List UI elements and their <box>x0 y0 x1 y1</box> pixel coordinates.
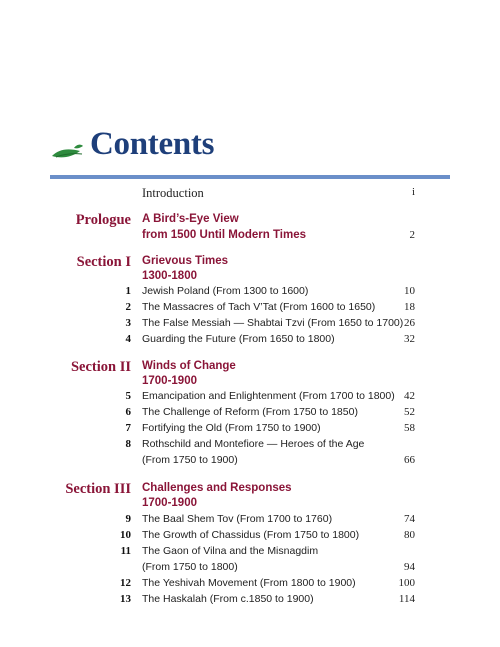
entry-page: 58 <box>404 422 415 434</box>
entry-title: The False Messiah — Shabtai Tzvi (From 1650 to 1700) <box>142 317 404 329</box>
entry-page: 32 <box>404 333 415 345</box>
toc-intro-row[interactable] <box>0 186 500 202</box>
section-1-title: Grievous Times <box>142 255 229 267</box>
toc-entry[interactable] <box>0 577 500 593</box>
toc-entry[interactable] <box>0 513 500 529</box>
entry-number: 10 <box>120 529 131 541</box>
toc-entry[interactable] <box>0 301 500 317</box>
entry-title-continued: (From 1750 to 1900) <box>142 454 238 466</box>
toc-entry-continued[interactable] <box>0 454 500 470</box>
page-title: Contents <box>90 126 215 162</box>
section-1-years-row <box>0 270 500 286</box>
section-2-years-row <box>0 375 500 391</box>
prologue-title-line2: from 1500 Until Modern Times <box>142 229 307 241</box>
entry-number: 7 <box>125 422 131 434</box>
entry-title: The Gaon of Vilna and the Misnagdim <box>142 545 319 557</box>
entry-title: The Yeshivah Movement (From 1800 to 1900) <box>142 577 356 589</box>
entry-page: 74 <box>404 513 415 525</box>
toc-entry[interactable] <box>0 406 500 422</box>
toc-entry[interactable] <box>0 333 500 349</box>
section-1-years: 1300-1800 <box>142 270 197 282</box>
entry-title: The Challenge of Reform (From 1750 to 1850) <box>142 406 358 418</box>
entry-page: 26 <box>404 317 415 329</box>
entry-title: Rothschild and Montefiore — Heroes of the Age <box>142 438 365 450</box>
entry-number: 9 <box>125 513 131 525</box>
intro-page: i <box>411 186 415 198</box>
entry-number: 13 <box>120 593 131 605</box>
entry-page: 42 <box>404 390 415 402</box>
toc-entry-continued[interactable] <box>0 561 500 577</box>
section-3-years: 1700-1900 <box>142 497 197 509</box>
entry-page: 10 <box>404 285 415 297</box>
section-2-row[interactable] <box>0 359 500 375</box>
prologue-row-2[interactable] <box>0 229 500 245</box>
entry-title: Fortifying the Old (From 1750 to 1900) <box>142 422 321 434</box>
entry-title: Jewish Poland (From 1300 to 1600) <box>142 285 309 297</box>
section-3-row[interactable] <box>0 481 500 497</box>
entry-title: Guarding the Future (From 1650 to 1800) <box>142 333 335 345</box>
entry-page: 100 <box>398 577 415 589</box>
entry-title: The Haskalah (From c.1850 to 1900) <box>142 593 314 605</box>
entry-page: 18 <box>404 301 415 313</box>
toc-entry[interactable] <box>0 390 500 406</box>
section-2-years: 1700-1900 <box>142 375 197 387</box>
section-1-row[interactable] <box>0 254 500 270</box>
entry-number: 1 <box>125 285 131 297</box>
entry-title-continued: (From 1750 to 1800) <box>142 561 238 573</box>
prologue-title-line1: A Bird’s-Eye View <box>142 213 239 225</box>
entry-number: 8 <box>125 438 131 450</box>
toc-entry[interactable] <box>0 422 500 438</box>
section-2-title: Winds of Change <box>142 360 236 372</box>
section-3-title: Challenges and Responses <box>142 482 292 494</box>
entry-number: 12 <box>120 577 131 589</box>
toc-entry[interactable] <box>0 285 500 301</box>
prologue-name: Prologue <box>75 212 131 228</box>
section-1-name: Section I <box>76 254 131 270</box>
section-3-name: Section III <box>65 481 131 497</box>
entry-page: 52 <box>404 406 415 418</box>
entry-page: 66 <box>404 454 415 466</box>
entry-number: 5 <box>125 390 131 402</box>
entry-title: The Massacres of Tach V’Tat (From 1600 to 1650) <box>142 301 376 313</box>
entry-page: 114 <box>398 593 415 605</box>
entry-number: 6 <box>125 406 131 418</box>
entry-number: 11 <box>120 545 131 557</box>
prologue-row[interactable] <box>0 212 500 228</box>
toc-entry[interactable] <box>0 317 500 333</box>
intro-label: Introduction <box>142 186 204 200</box>
toc-entry[interactable] <box>0 545 500 561</box>
prologue-page: 2 <box>409 229 415 241</box>
section-2-name: Section II <box>70 359 131 375</box>
toc-entry[interactable] <box>0 593 500 609</box>
section-3-years-row <box>0 497 500 513</box>
entry-number: 2 <box>125 301 131 313</box>
entry-title: Emancipation and Enlightenment (From 1700 to 1800) <box>142 390 395 402</box>
entry-title: The Baal Shem Tov (From 1700 to 1760) <box>142 513 333 525</box>
toc-entry[interactable] <box>0 438 500 454</box>
toc-entry[interactable] <box>0 529 500 545</box>
entry-page: 94 <box>404 561 415 573</box>
entry-title: The Growth of Chassidus (From 1750 to 1800) <box>142 529 360 541</box>
entry-number: 3 <box>125 317 131 329</box>
entry-number: 4 <box>125 333 131 345</box>
entry-page: 80 <box>404 529 415 541</box>
